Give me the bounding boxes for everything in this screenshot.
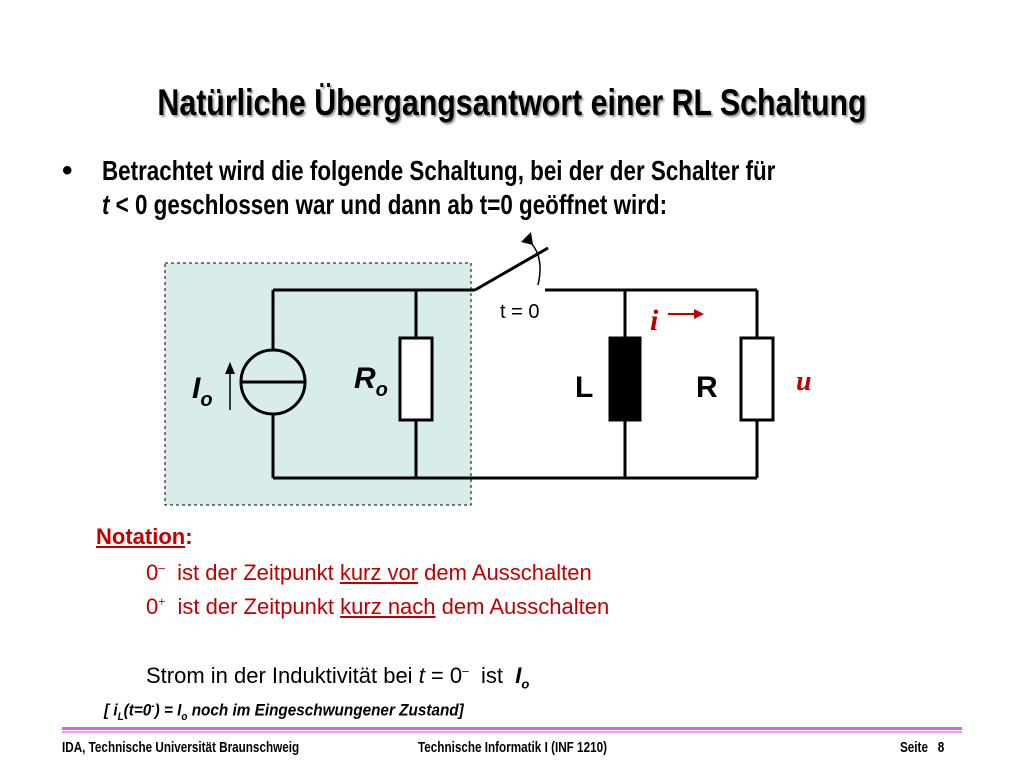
footer-divider (62, 727, 962, 730)
notation-line-after (146, 594, 609, 620)
strom-result: I (515, 663, 522, 688)
notation-heading (96, 524, 193, 550)
bullet-line-2: < 0 geschlossen war und dann ab t=0 geöffnet wird: (109, 189, 668, 220)
strom-var-t: t (418, 663, 425, 688)
inductor-current-statement (146, 663, 529, 691)
switch-arrow-head (521, 232, 533, 245)
slide-title: Natürliche Übergangsantwort einer RL Schaltung (157, 82, 867, 123)
inductor (610, 338, 640, 420)
bullet-marker: • (62, 154, 73, 187)
notation-symbol-0-minus: 0 (146, 560, 159, 585)
switch-arrow-arc (528, 240, 540, 285)
notation-line1-text-b: dem Ausschalten (418, 560, 592, 585)
bracket-rest: ) = I (154, 700, 182, 720)
strom-ist: ist (468, 663, 516, 688)
notation-symbol-0-plus: 0 (146, 594, 159, 619)
notation-line1-text-a: ist der Zeitpunkt (177, 560, 340, 585)
bracket-open: [ i (104, 700, 118, 720)
strom-result-sub: o (521, 676, 530, 692)
strom-text: Strom in der Induktivität bei (146, 663, 419, 688)
notation-line2-text-b: dem Ausschalten (435, 594, 610, 619)
notation-line-before (146, 560, 592, 586)
footer-page-label: Seite (900, 739, 928, 756)
footer-institution: IDA, Technische Universität Braunschweig (62, 739, 300, 756)
r-resistor (741, 338, 773, 420)
notation-sup-plus: + (158, 594, 166, 609)
bracket-tail: noch im Eingeschwungener Zustand] (187, 700, 464, 720)
bullet-var-t: t (102, 189, 110, 220)
strom-sup: – (462, 663, 469, 678)
notation-sup-minus: – (158, 560, 165, 575)
footer-course: Technische Informatik I (INF 1210) (418, 739, 607, 756)
footer-page (900, 739, 944, 756)
current-label: i (650, 304, 659, 337)
bullet-line-1: Betrachtet wird die folgende Schaltung, bei der der Schalter für (102, 155, 776, 186)
resistor-label: R (696, 371, 718, 404)
bracket-sub-o: o (181, 711, 188, 724)
ro-resistor (400, 338, 432, 420)
voltage-label: u (796, 366, 812, 397)
ro-label: $R_o$ (354, 362, 388, 401)
switch-label: t = 0 (500, 301, 540, 323)
notation-line2-text-a: ist der Zeitpunkt (177, 594, 341, 619)
notation-line2-underlined: kurz nach (340, 594, 436, 619)
strom-eq: = 0 (424, 663, 463, 688)
footer-page-number: 8 (937, 739, 945, 756)
steady-state-note (104, 700, 464, 723)
bracket-mid: (t=0 (123, 700, 152, 720)
footer-divider-secondary (62, 731, 962, 733)
bracket-sub-l: L (117, 711, 124, 724)
bracket-sup: - (151, 700, 155, 712)
notation-colon: : (185, 524, 193, 549)
notation-heading-text: Notation (96, 524, 186, 549)
notation-line1-underlined: kurz vor (339, 560, 419, 585)
inductor-label: L (575, 371, 594, 404)
source-label: $I_o$ (192, 372, 213, 411)
current-arrow-head (694, 309, 704, 319)
